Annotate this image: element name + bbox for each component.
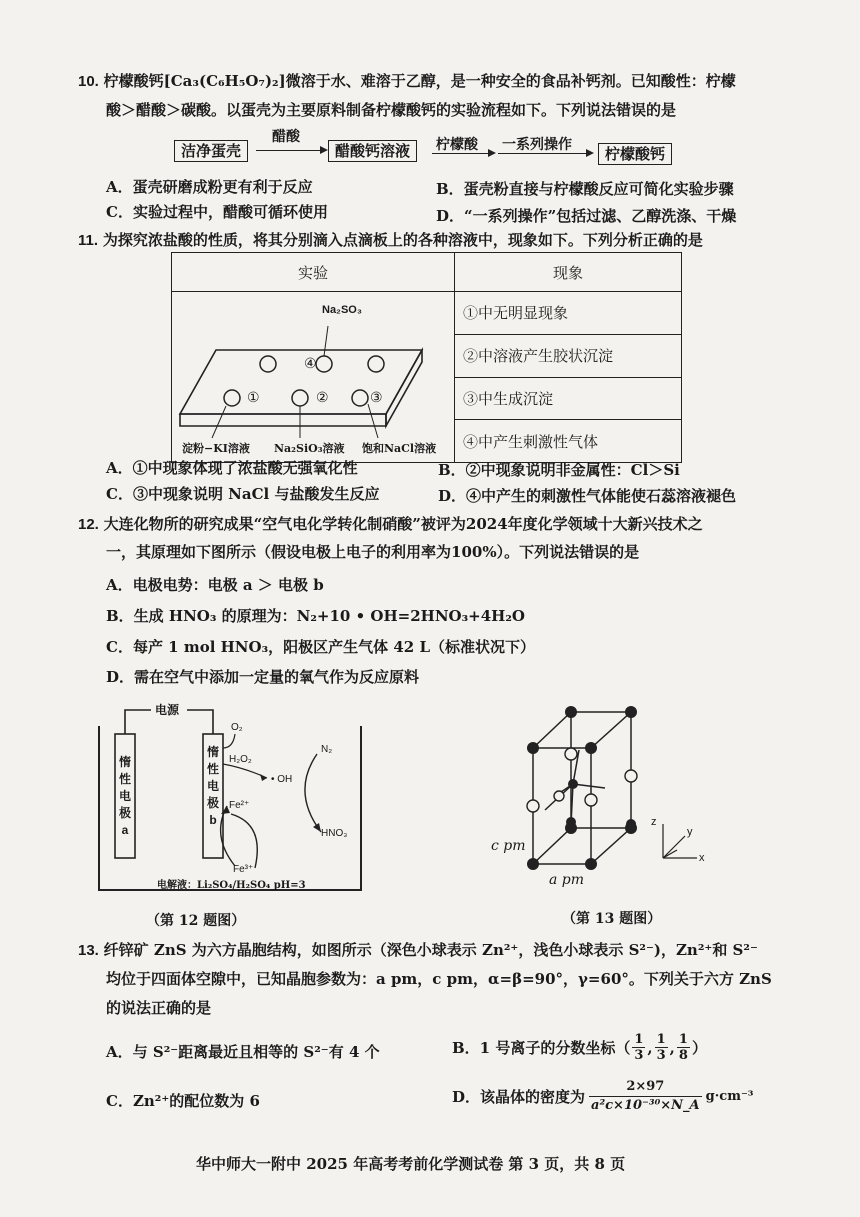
flow-arrow1 <box>256 150 326 151</box>
axis-x: x <box>699 852 705 864</box>
power-source-label: 电源 <box>155 703 180 717</box>
label-c-pm: c pm <box>491 838 526 854</box>
flow-arrow1-label: 醋酸 <box>272 129 300 145</box>
q10-option-a: A．蛋壳研磨成粉更有利于反应 <box>106 178 313 196</box>
q12-option-d: D．需在空气中添加一定量的氧气作为反应原料 <box>106 668 420 686</box>
label-fe2: Fe²⁺ <box>229 800 250 811</box>
q10-option-b: B．蛋壳粉直接与柠檬酸反应可简化实验步骤 <box>436 180 734 198</box>
well-4-label: ④ <box>304 356 317 372</box>
q11-stem: 11. 为探究浓盐酸的性质，将其分别滴入点滴板上的各种溶液中，现象如下。下列分析正确的是 <box>78 231 703 249</box>
label-n2: N₂ <box>321 744 333 755</box>
q13-option-b: B．1 号离子的分数坐标（ 1 3 , 1 3 , 1 8 ） <box>452 1032 707 1063</box>
flow-arrow3 <box>498 153 592 154</box>
flow-arrow3-label: 一系列操作 <box>502 137 572 153</box>
q10-option-c: C．实验过程中，醋酸可循环使用 <box>106 203 328 221</box>
q12-option-b: B．生成 HNO₃ 的原理为：N₂+10 • OH=2HNO₃+4H₂O <box>106 607 525 625</box>
q13-option-c: C．Zn²⁺的配位数为 6 <box>106 1092 260 1110</box>
axis-y: y <box>687 826 693 838</box>
q13-number: 13. <box>78 942 99 959</box>
table-header-experiment: 实验 <box>172 253 455 292</box>
flow-box-eggshell: 洁净蛋壳 <box>174 140 248 162</box>
fraction-3: 1 8 <box>678 1032 688 1063</box>
spot-plate-figure <box>172 292 454 458</box>
q12-number: 12. <box>78 516 99 533</box>
label-ki: 淀粉−KI溶液 <box>182 442 250 455</box>
page-footer: 华中师大一附中 2025 年高考考前化学测试卷 第 3 页，共 8 页 <box>196 1155 626 1173</box>
q11-option-a: A．①中现象体现了浓盐酸无强氧化性 <box>106 459 358 477</box>
q12-option-c: C．每产 1 mol HNO₃，阳极区产生气体 42 L（标准状况下） <box>106 638 536 656</box>
q11-option-b: B．②中现象说明非金属性：Cl＞Si <box>438 461 680 479</box>
q12-stem-line2: 一，其原理如下图所示（假设电极上电子的利用率为100%）。下列说法错误的是 <box>106 543 640 561</box>
table-row-2: ②中溶液产生胶状沉淀 <box>455 334 682 377</box>
table-row-1: ①中无明显现象 <box>455 292 682 335</box>
q11-experiment-table <box>171 252 682 463</box>
label-fe3: Fe³⁺ <box>233 864 254 875</box>
label-a-pm: a pm <box>549 872 585 888</box>
flow-arrow2-label: 柠檬酸 <box>436 137 478 153</box>
q12-electrolysis-figure <box>95 696 365 896</box>
q13-option-a: A．与 S²⁻距离最近且相等的 S²⁻有 4 个 <box>106 1043 380 1061</box>
label-hno3: HNO₃ <box>321 828 348 839</box>
axis-z: z <box>651 816 657 828</box>
label-oh-radical: • OH <box>271 774 293 785</box>
table-row-3: ③中生成沉淀 <box>455 377 682 420</box>
flow-box-calcium-citrate: 柠檬酸钙 <box>598 143 672 165</box>
electrode-a: 惰 性 电 极 a <box>118 755 131 837</box>
table-header-phenomenon: 现象 <box>455 253 682 292</box>
q13-figure-caption: （第 13 题图） <box>562 911 662 927</box>
q13-stem-line2: 均位于四面体空隙中，已知晶胞参数为：a pm，c pm，α=β=90°，γ=60°。下列关于六方 ZnS <box>106 970 772 988</box>
q12-option-a: A．电极电势：电极 a ＞ 电极 b <box>106 576 324 594</box>
table-row-4: ④中产生刺激性气体 <box>455 420 682 463</box>
q11-number: 11. <box>78 232 99 249</box>
flow-arrow2 <box>432 153 494 154</box>
fraction-1: 1 3 <box>634 1032 644 1063</box>
label-nacl: 饱和NaCl溶液 <box>362 442 437 455</box>
table-cell-figure <box>172 292 455 463</box>
density-fraction: 2×97 a²c×10⁻³⁰×N_A <box>591 1079 700 1113</box>
q12-stem-line1: 12. 大连化物所的研究成果“空气电化学转化制硝酸”被评为2024年度化学领域十大新兴技术之 <box>78 515 703 533</box>
flow-box-calcium-acetate: 醋酸钙溶液 <box>328 140 417 162</box>
well-3-label: ③ <box>370 390 383 406</box>
q12-figure-caption: （第 12 题图） <box>146 913 246 929</box>
electrolyte-label: 电解液：Li₂SO₄/H₂SO₄ pH=3 <box>157 880 306 891</box>
q10-option-d: D．“一系列操作”包括过滤、乙醇洗涤、干燥 <box>436 207 737 225</box>
q13-option-d: D．该晶体的密度为 2×97 a²c×10⁻³⁰×N_A g·cm⁻³ <box>452 1079 754 1113</box>
q10-stem-line2: 酸＞醋酸＞碳酸。以蛋壳为主要原料制备柠檬酸钙的实验流程如下。下列说法错误的是 <box>106 101 677 119</box>
electrode-b: 惰 性 电 极 b <box>206 745 219 827</box>
q10-stem-line1: 10. 柠檬酸钙[Ca₃(C₆H₅O₇)₂]微溶于水、难溶于乙醇，是一种安全的食品补钙剂。已知酸性：柠檬 <box>78 72 736 90</box>
label-na2sio3: Na₂SiO₃溶液 <box>274 442 345 455</box>
q13-stem-line3: 的说法正确的是 <box>106 999 212 1017</box>
well-1-label: ① <box>247 390 260 406</box>
q11-option-d: D．④中产生的刺激性气体能使石蕊溶液褪色 <box>438 487 737 505</box>
q13-stem-line1: 13. 纤锌矿 ZnS 为六方晶胞结构，如图所示（深色小球表示 Zn²⁺，浅色小球表示 S²⁻)，Zn²⁺和 S²⁻ <box>78 941 758 959</box>
well-2-label: ② <box>316 390 329 406</box>
label-o2: O₂ <box>231 722 243 733</box>
q10-number: 10. <box>78 73 99 90</box>
q13-crystal-figure <box>485 700 725 890</box>
q11-option-c: C．③中现象说明 NaCl 与盐酸发生反应 <box>106 485 380 503</box>
label-h2o2: H₂O₂ <box>229 754 252 765</box>
fraction-2: 1 3 <box>656 1032 666 1063</box>
label-na2so3: Na₂SO₃ <box>322 304 362 316</box>
